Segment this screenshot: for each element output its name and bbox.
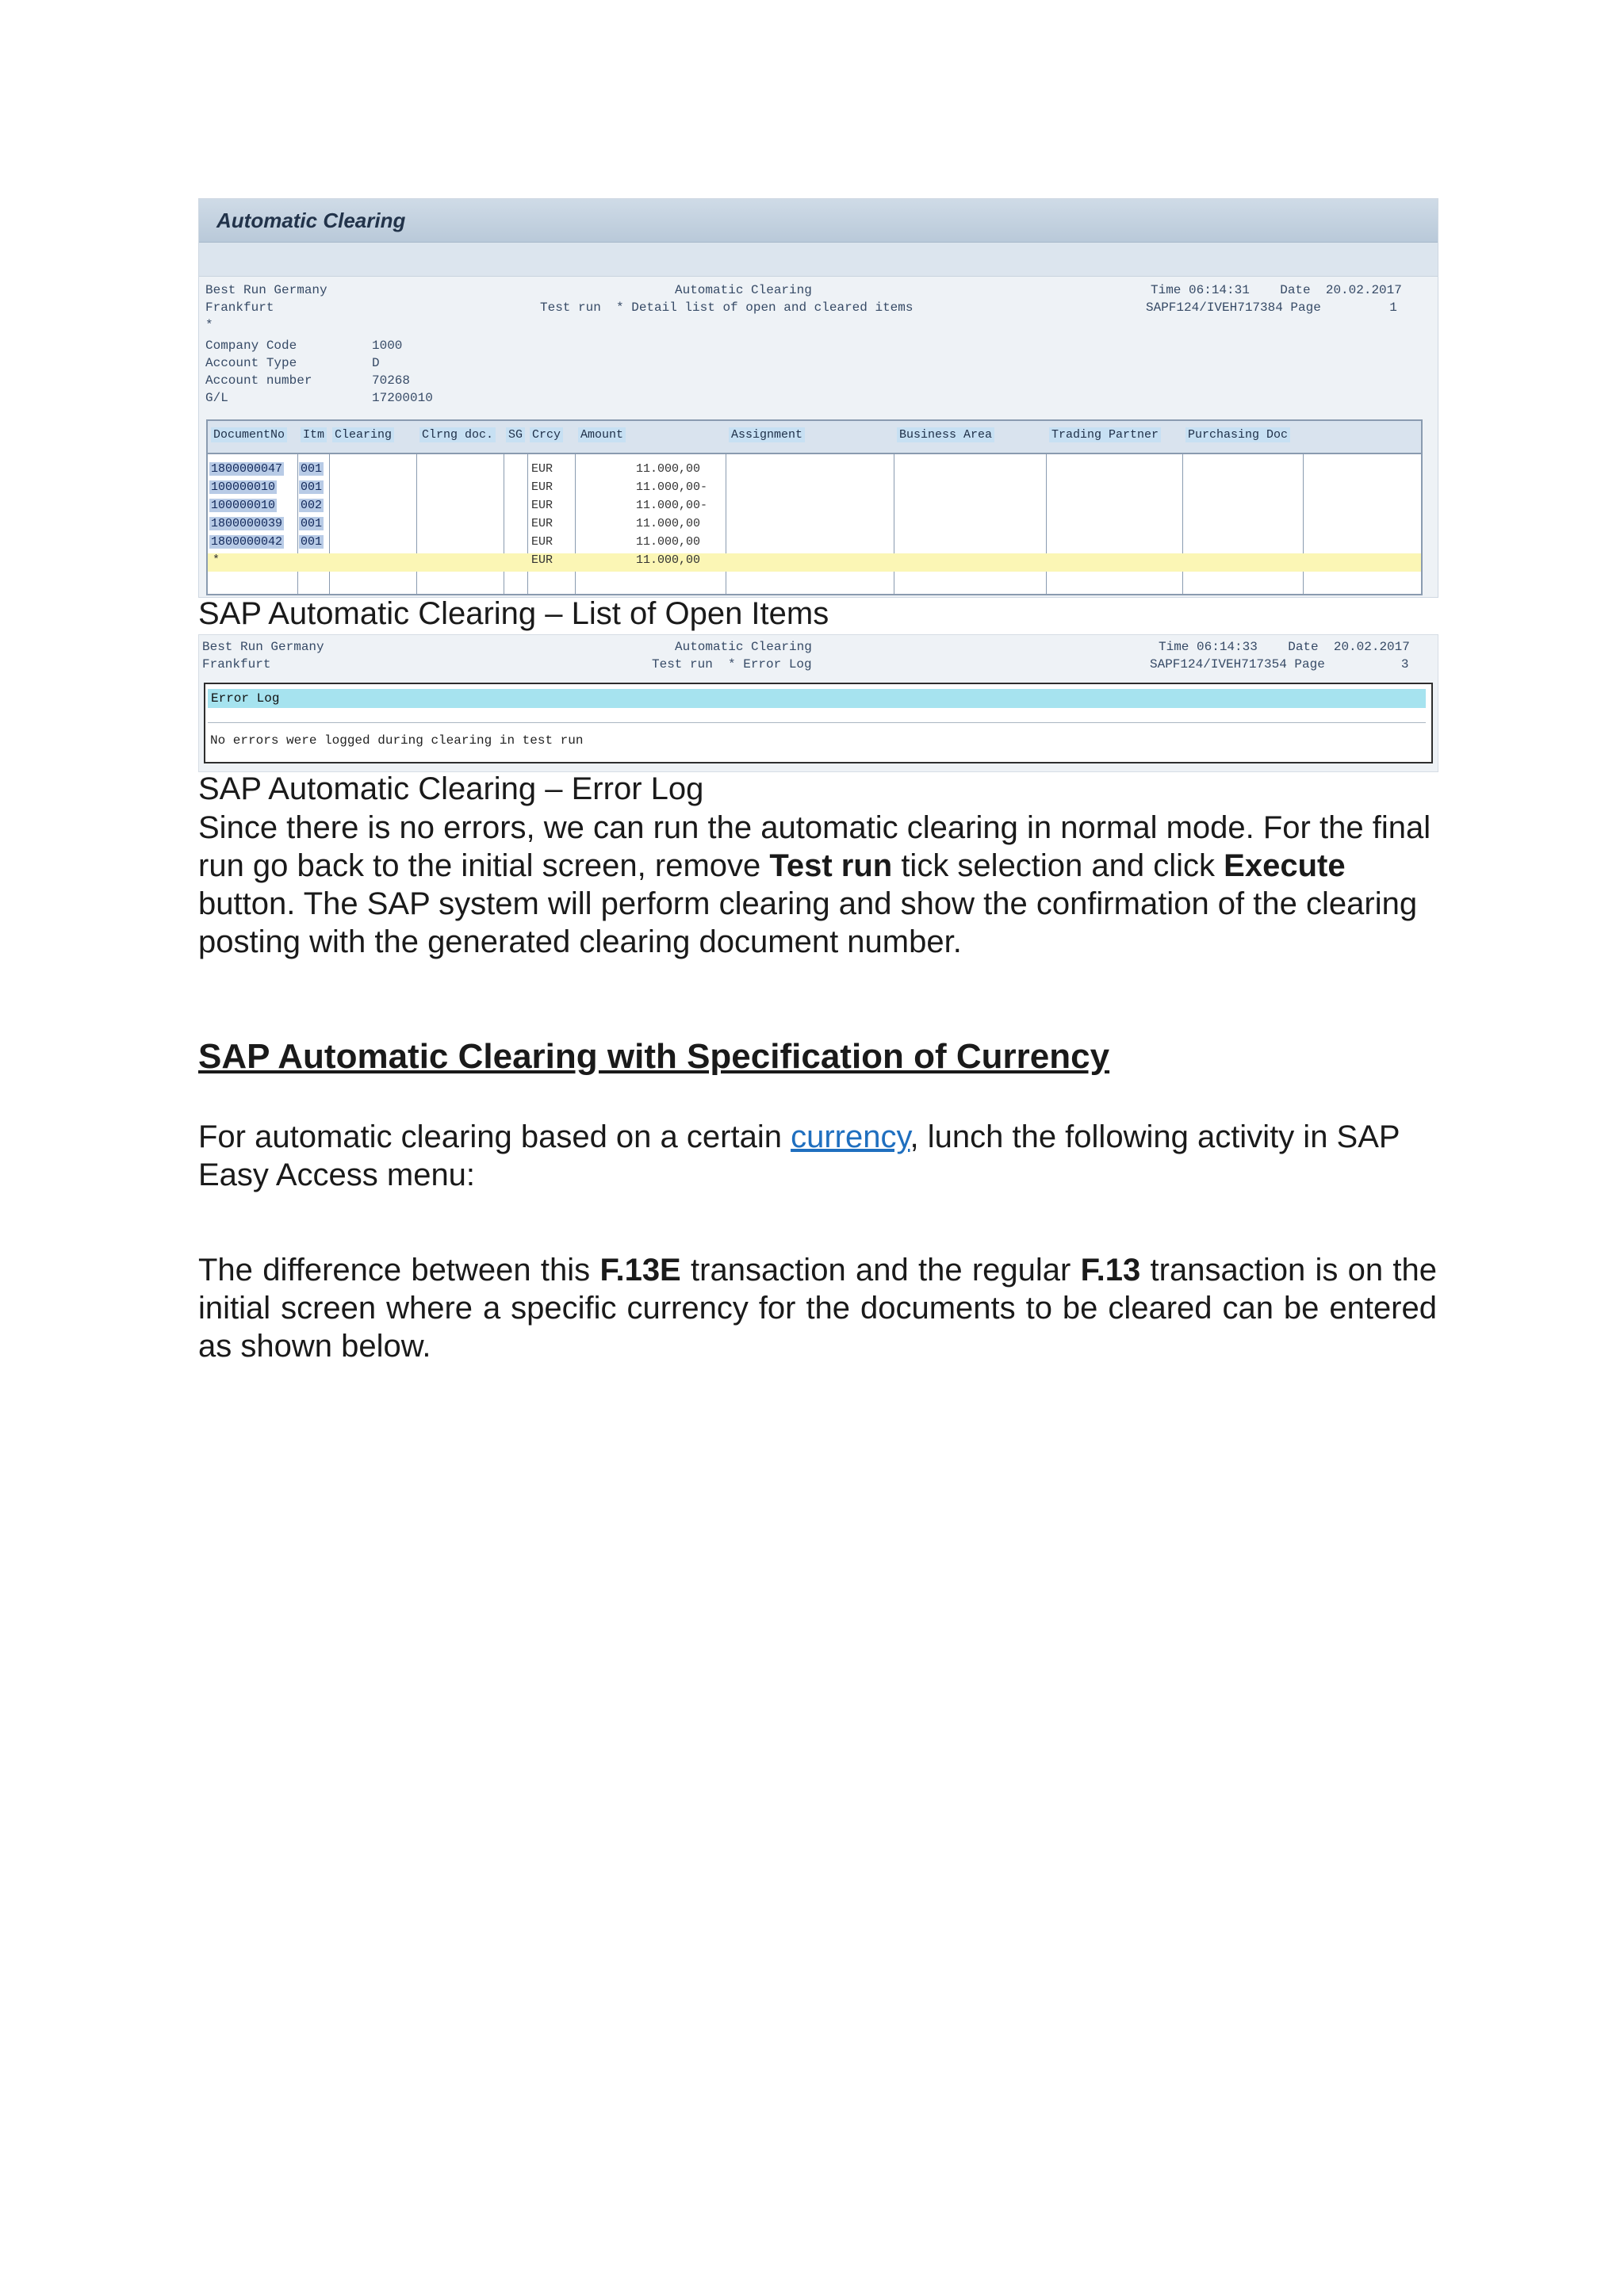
param-value: 70268 (372, 373, 411, 388)
currency: EUR (531, 462, 553, 476)
paragraph-text: Since there is no errors, we can run the automatic clearing in normal mode. For the final run go back to the initial screen, remove (198, 810, 1431, 883)
window-title-bar (199, 199, 1438, 243)
column-header[interactable]: Itm (301, 427, 327, 442)
table-row[interactable] (208, 517, 1421, 535)
param-label: Company Code (205, 339, 297, 353)
column-header[interactable]: Purchasing Doc (1185, 427, 1290, 442)
amount: 11.000,00 (636, 535, 701, 549)
bold-term: Execute (1224, 848, 1346, 883)
paragraph-text: tick selection and click (892, 848, 1224, 883)
report-body (199, 277, 1438, 597)
city-name: Frankfurt (202, 657, 271, 672)
toolbar (199, 243, 1438, 277)
param-value: 1000 (372, 339, 403, 353)
column-header[interactable]: SG (506, 427, 525, 442)
report-title: Automatic Clearing (675, 283, 812, 297)
window-title: Automatic Clearing (216, 209, 406, 232)
column-header[interactable]: Crcy (530, 427, 563, 442)
amount: 11.000,00- (636, 499, 708, 512)
currency: EUR (531, 535, 553, 549)
item-number[interactable]: 002 (301, 499, 323, 512)
paragraph-final-run (198, 809, 1437, 961)
paragraph-text: The difference between this (198, 1253, 600, 1288)
company-name: Best Run Germany (205, 283, 327, 297)
error-log-box (204, 683, 1433, 763)
currency: EUR (531, 480, 553, 494)
item-number[interactable]: 001 (301, 517, 323, 530)
report-subtitle: Test run * Detail list of open and cleared items (540, 300, 914, 315)
param-label: G/L (205, 391, 228, 405)
amount: 11.000,00- (636, 480, 708, 494)
currency-link[interactable]: currency (791, 1119, 910, 1154)
amount: 11.000,00 (636, 517, 701, 530)
column-header[interactable]: Business Area (897, 427, 994, 442)
report-page: SAPF124/IVEH717384 Page 1 (1146, 300, 1397, 315)
item-number[interactable]: 001 (301, 462, 323, 476)
section-heading: SAP Automatic Clearing with Specification of Currency (198, 1037, 1110, 1076)
paragraph-transaction-difference (198, 1251, 1437, 1365)
error-log-title: Error Log (211, 691, 280, 706)
currency: EUR (531, 499, 553, 512)
item-number[interactable]: 001 (301, 535, 323, 549)
document-number[interactable]: 100000010 (211, 480, 276, 494)
column-header[interactable]: Assignment (729, 427, 805, 442)
error-log-screenshot (198, 634, 1438, 772)
caption-error-log: SAP Automatic Clearing – Error Log (198, 771, 704, 806)
currency: EUR (531, 517, 553, 530)
document-number[interactable]: 1800000039 (211, 517, 283, 530)
param-value: D (372, 356, 380, 370)
currency: EUR (531, 553, 553, 567)
city-name: Frankfurt (205, 300, 274, 315)
table-row[interactable] (208, 462, 1421, 480)
paragraph-text: For automatic clearing based on a certain (198, 1119, 791, 1154)
open-items-table (206, 419, 1423, 595)
total-amount: 11.000,00 (636, 553, 701, 567)
column-header[interactable]: DocumentNo (211, 427, 287, 442)
report-subtitle: Test run * Error Log (652, 657, 812, 672)
automatic-clearing-screenshot (198, 198, 1438, 598)
caption-open-items: SAP Automatic Clearing – List of Open Items (198, 596, 829, 631)
paragraph-text: button. The SAP system will perform clearing and show the confirmation of the clearing posting with the generated clearing document number. (198, 886, 1418, 959)
param-label: Account Type (205, 356, 297, 370)
report-time-date: Time 06:14:33 Date 20.02.2017 (1159, 640, 1410, 654)
table-row[interactable] (208, 499, 1421, 517)
column-header[interactable]: Clrng doc. (419, 427, 496, 442)
paragraph-text: , lunch the following activity in SAP Easy Access menu: (198, 1119, 1400, 1192)
amount: 11.000,00 (636, 462, 701, 476)
report-title: Automatic Clearing (675, 640, 812, 654)
report-time-date: Time 06:14:31 Date 20.02.2017 (1151, 283, 1402, 297)
divider (208, 722, 1426, 723)
document-number[interactable]: 1800000042 (211, 535, 283, 549)
error-log-header (208, 689, 1426, 708)
bold-term: F.13 (1080, 1253, 1141, 1288)
paragraph-currency-intro (198, 1118, 1437, 1194)
column-header[interactable]: Clearing (332, 427, 394, 442)
column-header[interactable]: Trading Partner (1049, 427, 1161, 442)
param-value: 17200010 (372, 391, 433, 405)
report-page: SAPF124/IVEH717354 Page 3 (1150, 657, 1409, 672)
table-header (208, 421, 1421, 454)
item-number[interactable]: 001 (301, 480, 323, 494)
bold-term: F.13E (599, 1253, 681, 1288)
paragraph-text: transaction is on the initial screen where a specific currency for the documents to be cleared can be entered as shown below. (198, 1253, 1438, 1364)
param-label: Account number (205, 373, 312, 388)
table-row[interactable] (208, 480, 1421, 499)
paragraph-text: transaction and the regular (680, 1253, 1081, 1288)
company-name: Best Run Germany (202, 640, 324, 654)
table-row[interactable] (208, 535, 1421, 553)
column-header[interactable]: Amount (578, 427, 626, 442)
total-row (208, 553, 1421, 572)
error-log-message: No errors were logged during clearing in test run (210, 733, 584, 748)
total-marker: * (213, 553, 220, 567)
document-number[interactable]: 1800000047 (211, 462, 283, 476)
bold-term: Test run (769, 848, 893, 883)
document-number[interactable]: 100000010 (211, 499, 276, 512)
header-marker: * (205, 318, 213, 332)
